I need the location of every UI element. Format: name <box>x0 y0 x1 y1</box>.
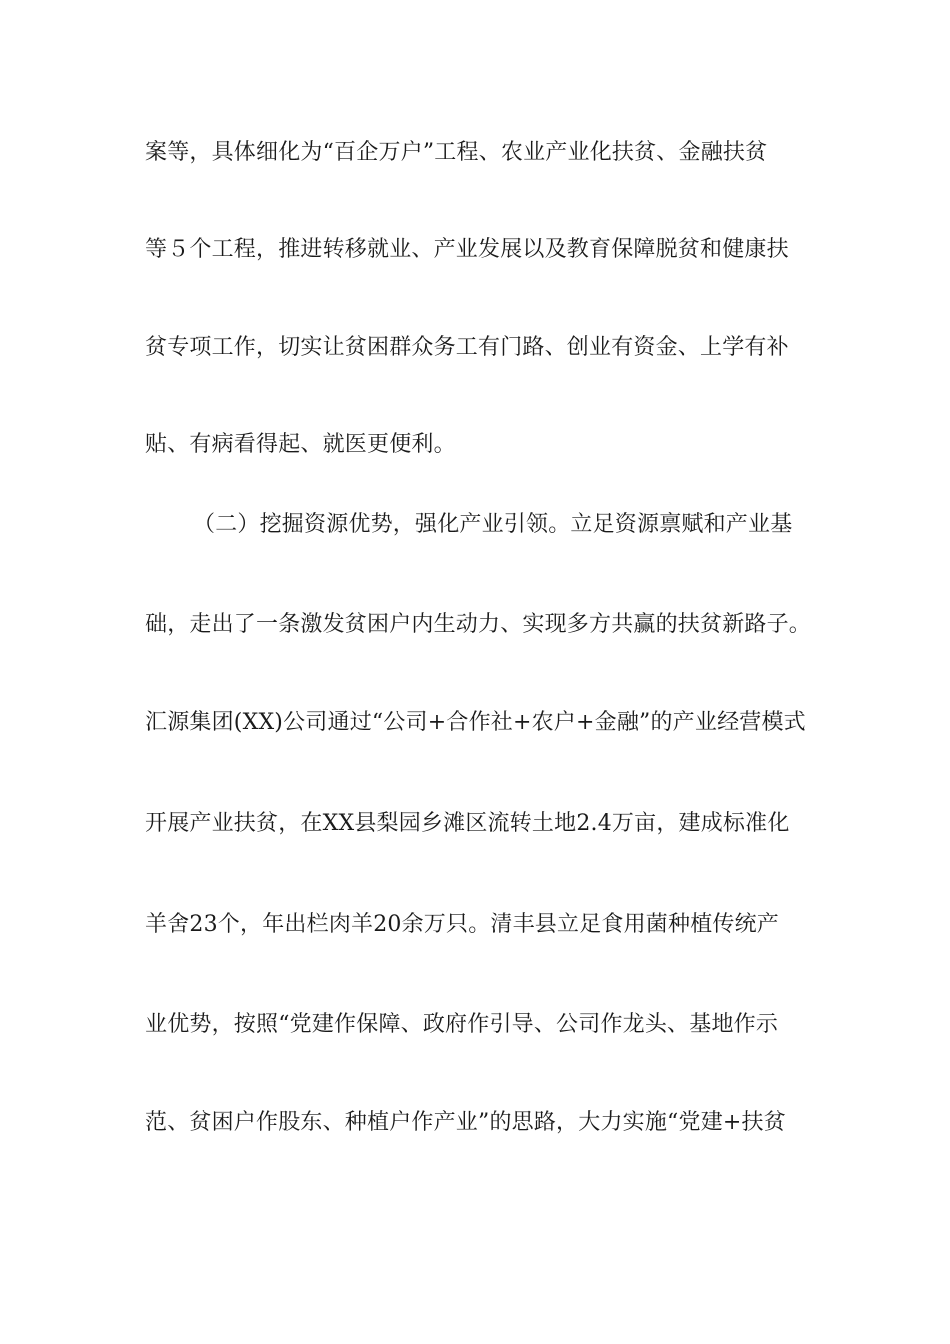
section-heading-line: （二）挖掘资源优势，强化产业引领。立足资源禀赋和产业基 <box>193 512 793 537</box>
paragraph-line: 业优势，按照“党建作保障、政府作引导、公司作龙头、基地作示 <box>145 1012 779 1037</box>
paragraph-line: 贫专项工作，切实让贫困群众务工有门路、创业有资金、上学有补 <box>145 335 789 360</box>
paragraph-line: 贴、有病看得起、就医更便利。 <box>145 432 456 457</box>
paragraph-line: 汇源集团(XX)公司通过“公司+合作社+农户+金融”的产业经营模式 <box>145 710 806 735</box>
paragraph-line: 础，走出了一条激发贫困户内生动力、实现多方共赢的扶贫新路子。 <box>145 612 812 637</box>
paragraph-line: 范、贫困户作股东、种植户作产业”的思路，大力实施“党建+扶贫 <box>145 1110 786 1135</box>
paragraph-line: 开展产业扶贫，在XX县梨园乡滩区流转土地2.4万亩，建成标准化 <box>145 811 790 836</box>
paragraph-line: 羊舍23个，年出栏肉羊20余万只。清丰县立足食用菌种植传统产 <box>145 912 779 937</box>
paragraph-line: 案等，具体细化为“百企万户”工程、农业产业化扶贫、金融扶贫 <box>145 140 768 165</box>
paragraph-line: 等５个工程，推进转移就业、产业发展以及教育保障脱贫和健康扶 <box>145 237 789 262</box>
